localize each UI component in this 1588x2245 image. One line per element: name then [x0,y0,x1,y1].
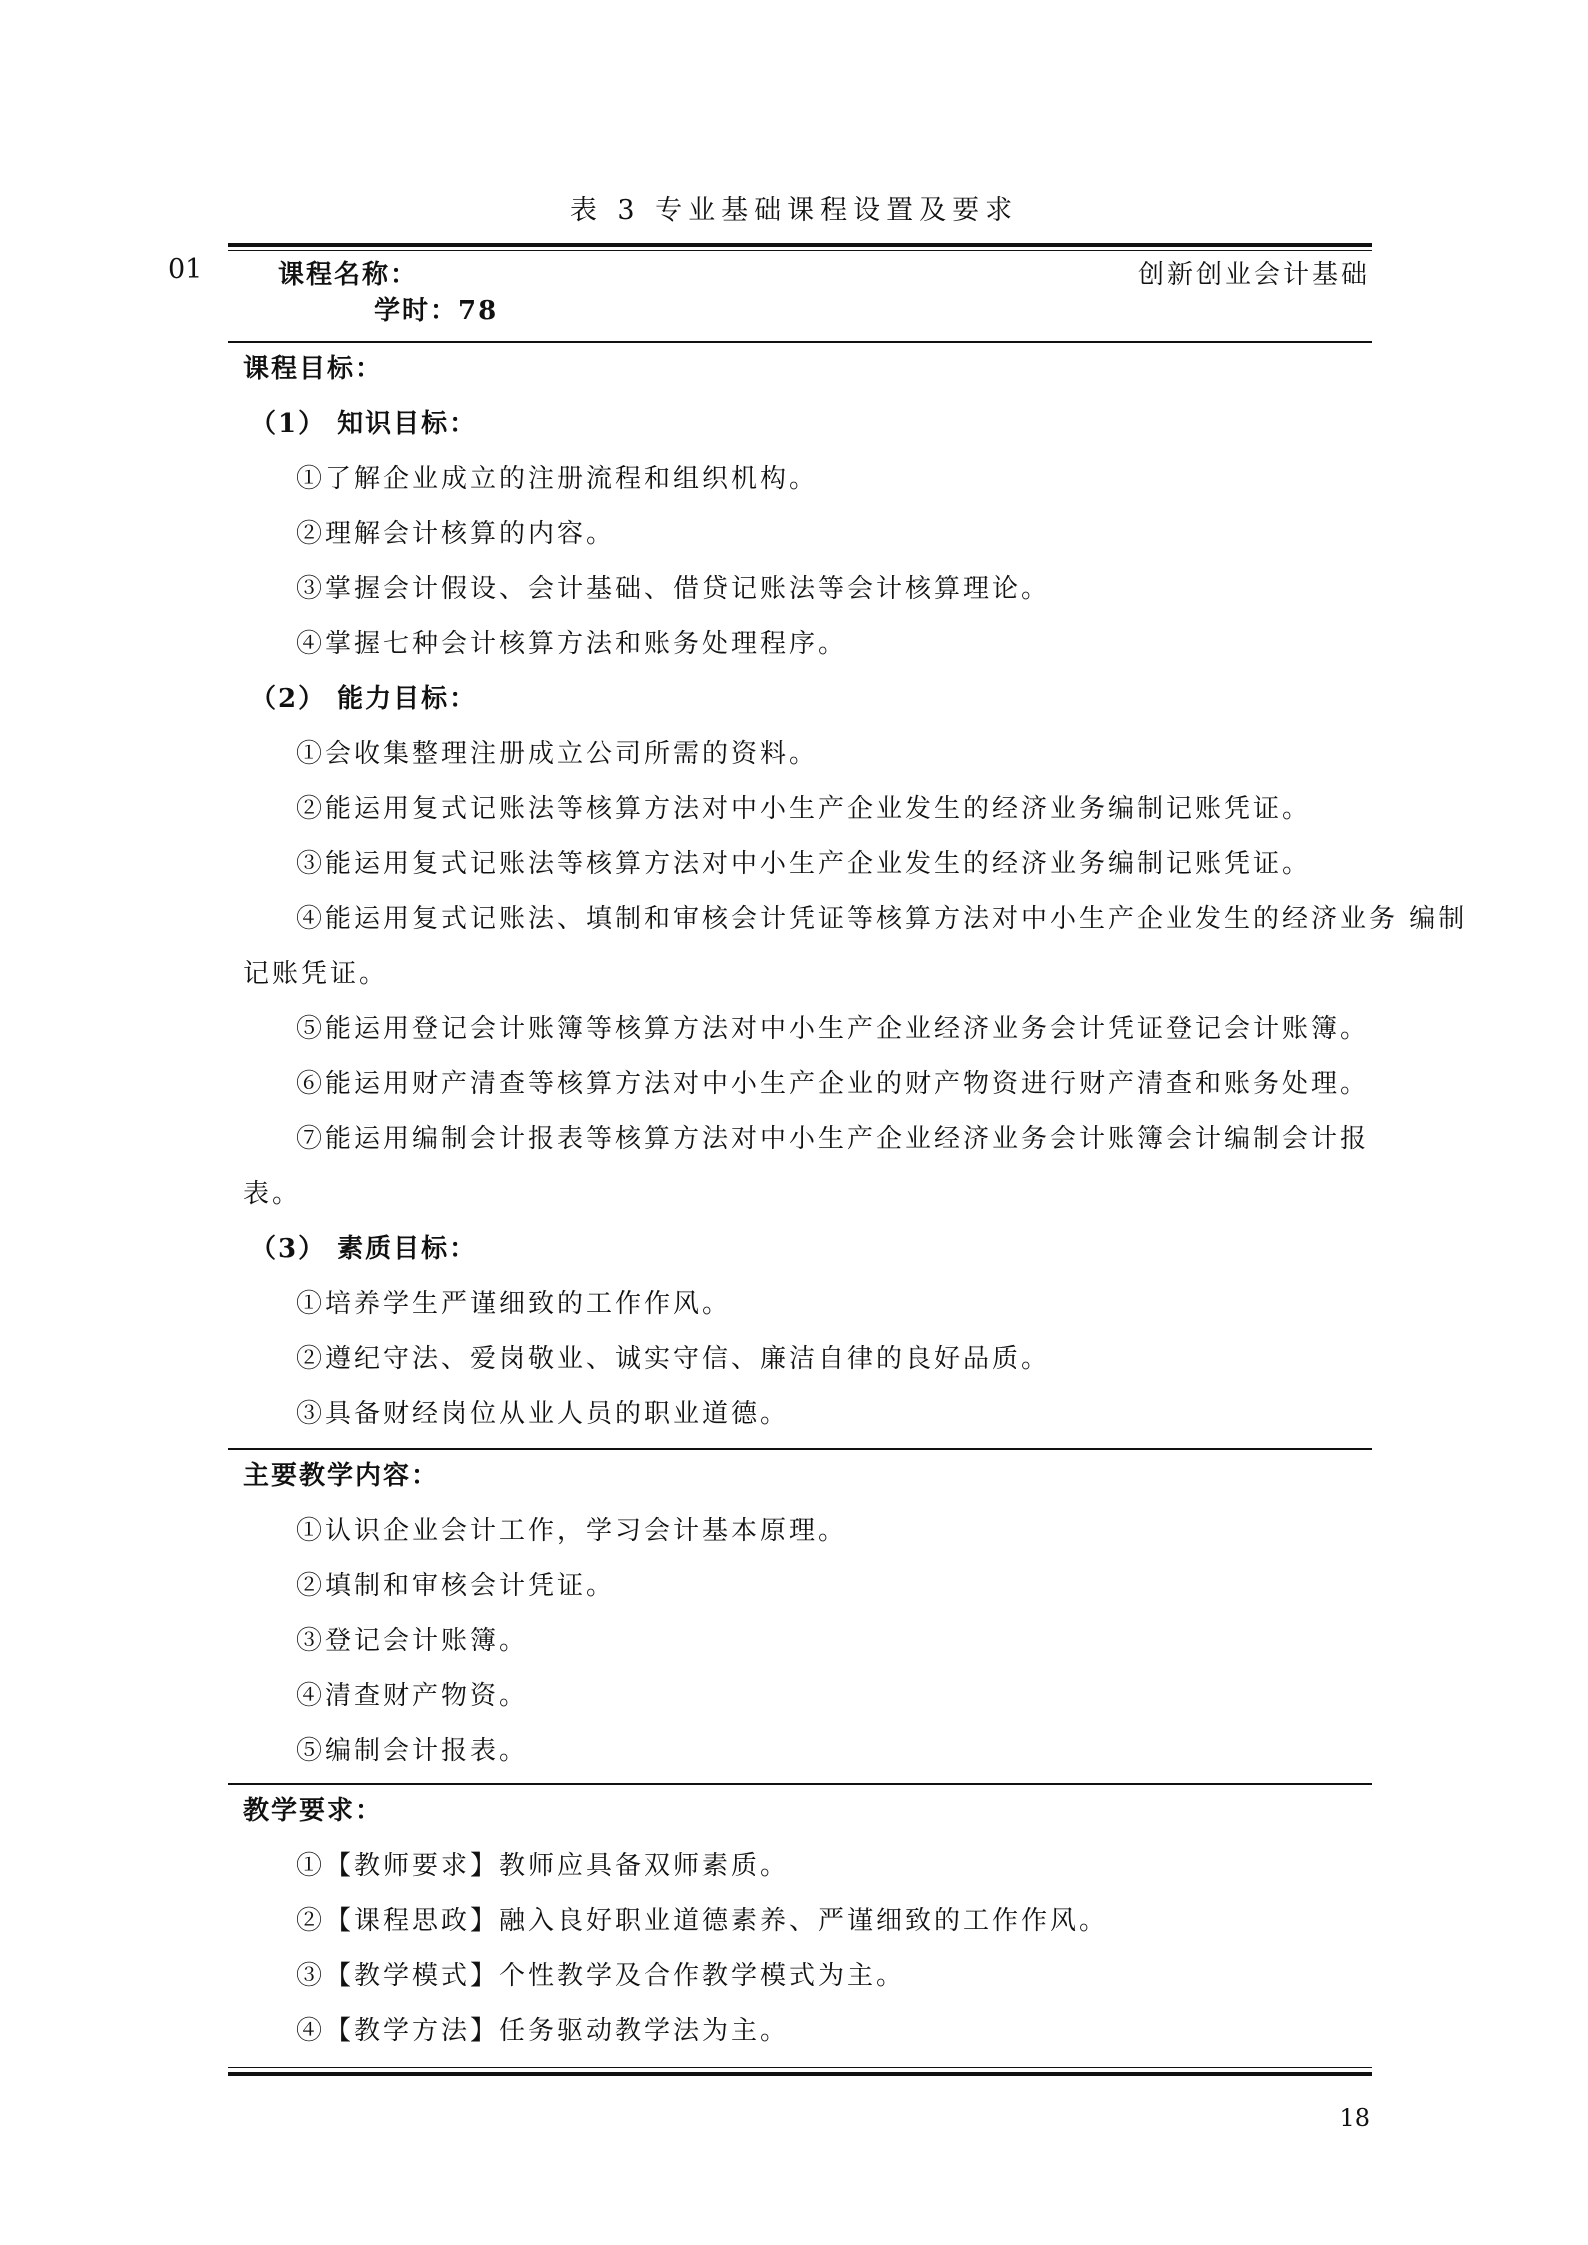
content-item: ④清查财产物资。 [296,1681,529,1711]
requirement-item: ①【教师要求】教师应具备双师素质。 [296,1851,790,1881]
content-item: ③登记会计账簿。 [296,1626,529,1656]
content-item: ⑤编制会计报表。 [296,1736,529,1766]
rule-content [228,1448,1372,1450]
rule-requirements [228,1783,1372,1785]
quality-item: ②遵纪守法、爱岗敬业、诚实守信、廉洁自律的良好品质。 [296,1344,1051,1374]
goals-heading: 课程目标： [243,354,384,384]
ability-item: ④能运用复式记账法、填制和审核会计凭证等核算方法对中小生产企业发生的经济业务 编制 [296,904,1468,934]
top-rule-thin [228,250,1372,251]
ability-item-continuation: 记账凭证。 [243,959,389,989]
course-name-label: 课程名称： [278,260,419,290]
page-number: 18 [1339,2104,1370,2132]
ability-item: ②能运用复式记账法等核算方法对中小生产企业发生的经济业务编制记账凭证。 [296,794,1312,824]
ability-item-continuation: 表。 [243,1179,302,1209]
quality-item: ①培养学生严谨细致的工作作风。 [296,1289,732,1319]
content-item: ②填制和审核会计凭证。 [296,1571,616,1601]
ability-item: ⑥能运用财产清查等核算方法对中小生产企业的财产物资进行财产清查和账务处理。 [296,1069,1370,1099]
bottom-rule-thin [228,2067,1372,2068]
table-title: 表 3 专业基础课程设置及要求 [569,195,1019,226]
requirements-heading: 教学要求： [243,1796,384,1826]
requirement-item: ③【教学模式】个性教学及合作教学模式为主。 [296,1961,906,1991]
bottom-rule-thick [228,2072,1372,2076]
requirement-item: ②【课程思政】融入良好职业道德素养、严谨细致的工作作风。 [296,1906,1109,1936]
quality-heading: （3） 素质目标： [250,1234,478,1264]
ability-item: ⑦能运用编制会计报表等核算方法对中小生产企业经济业务会计账簿会计编制会计报 [296,1124,1370,1154]
requirement-item: ④【教学方法】任务驱动教学法为主。 [296,2016,790,2046]
knowledge-item: ④掌握七种会计核算方法和账务处理程序。 [296,629,848,659]
course-name-value: 创新创业会计基础 [1137,260,1370,290]
rule-goals [228,341,1372,343]
top-rule-thick [228,243,1372,247]
quality-item: ③具备财经岗位从业人员的职业道德。 [296,1399,790,1429]
ability-heading: （2） 能力目标： [250,684,478,714]
ability-item: ①会收集整理注册成立公司所需的资料。 [296,739,819,769]
knowledge-heading: （1） 知识目标： [250,409,478,439]
knowledge-item: ①了解企业成立的注册流程和组织机构。 [296,464,819,494]
ability-item: ③能运用复式记账法等核算方法对中小生产企业发生的经济业务编制记账凭证。 [296,849,1312,879]
content-heading: 主要教学内容： [243,1461,440,1491]
ability-item: ⑤能运用登记会计账簿等核算方法对中小生产企业经济业务会计凭证登记会计账簿。 [296,1014,1370,1044]
course-number: 01 [168,254,203,285]
knowledge-item: ③掌握会计假设、会计基础、借贷记账法等会计核算理论。 [296,574,1051,604]
knowledge-item: ②理解会计核算的内容。 [296,519,616,549]
content-item: ①认识企业会计工作，学习会计基本原理。 [296,1516,848,1546]
course-hours: 学时：78 [374,296,499,326]
